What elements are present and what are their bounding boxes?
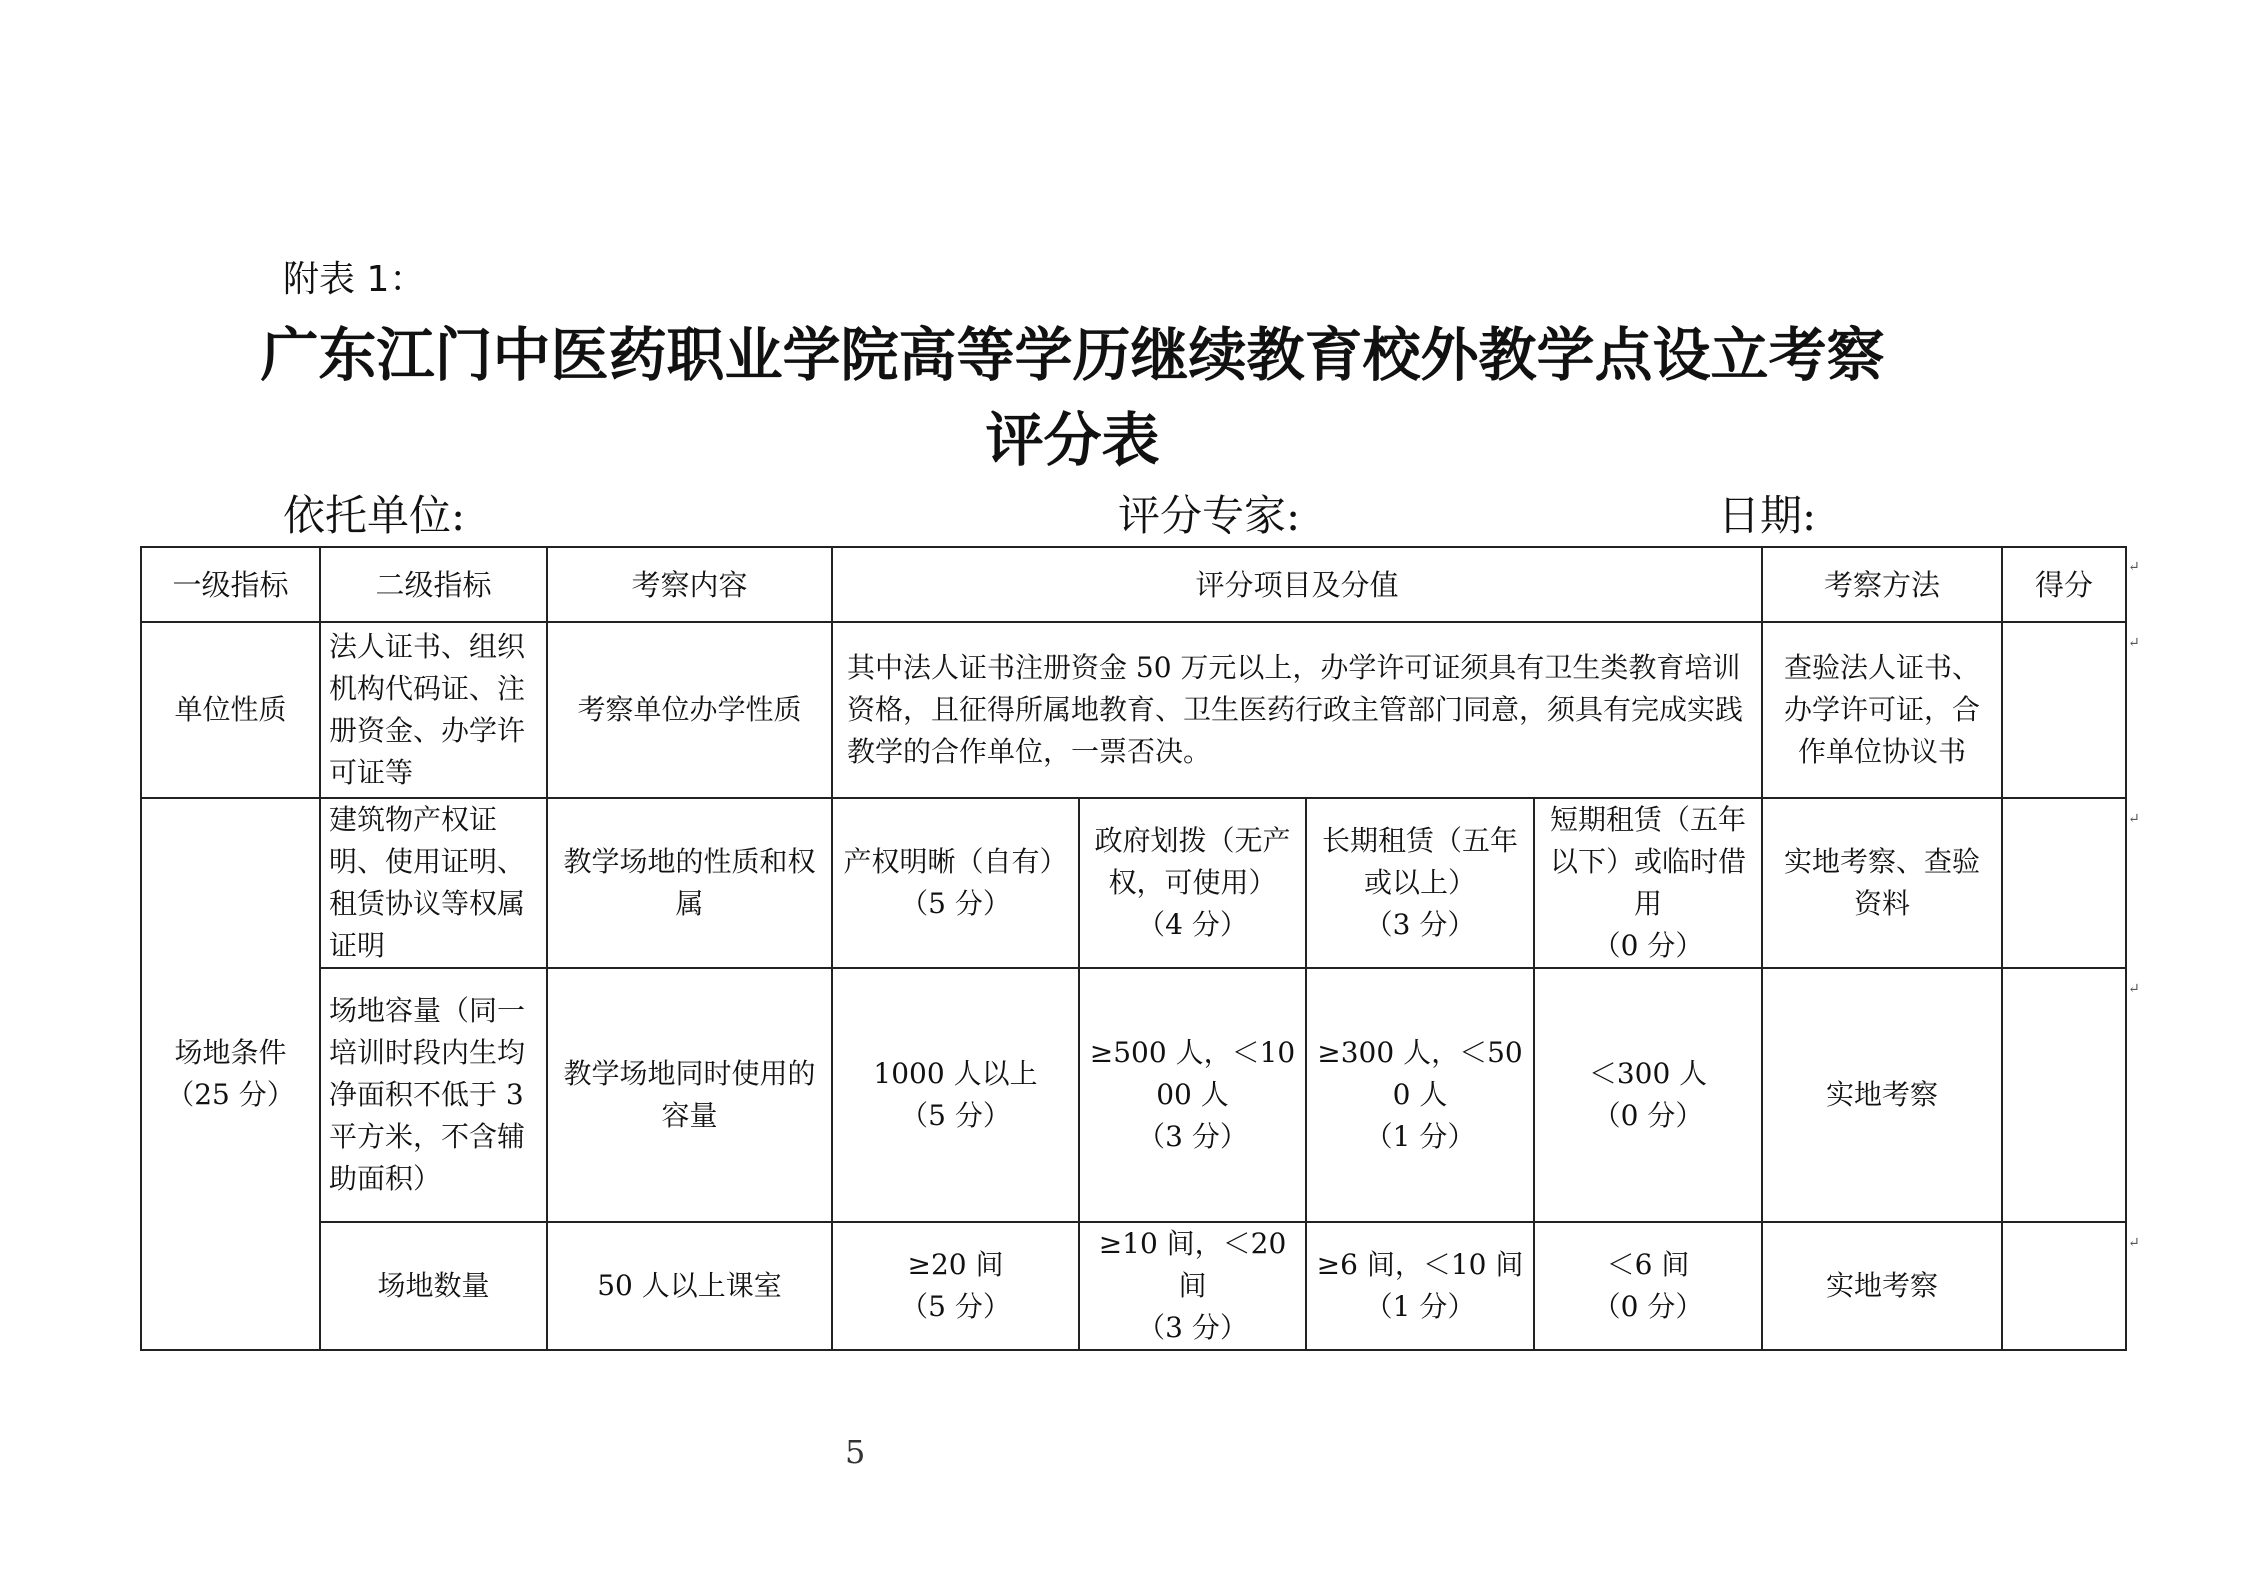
table-row [141, 1222, 2126, 1350]
table-row [141, 968, 2126, 1222]
header-score: 得分 [2002, 547, 2126, 622]
row3-level2: 场地容量（同一培训时段内生均净面积不低于 3 平方米，不含辅助面积） [320, 968, 547, 1222]
row3-content: 教学场地同时使用的容量 [547, 968, 832, 1222]
row4-option3 [1306, 1222, 1534, 1350]
row4-method: 实地考察 [1762, 1222, 2002, 1350]
row1-level1: 单位性质 [141, 622, 320, 798]
row2-method: 实地考察、查验资料 [1762, 798, 2002, 968]
document-title-line1: 广东江门中医药职业学院高等学历继续教育校外教学点设立考察 [260, 321, 1885, 389]
option-score: （1 分） [1364, 1290, 1476, 1323]
header-content: 考察内容 [547, 547, 832, 622]
row2-option1 [832, 798, 1079, 968]
row4-option4 [1534, 1222, 1762, 1350]
table-header-row [141, 547, 2126, 622]
option-text: ≥20 间 [907, 1248, 1004, 1281]
row2-option3 [1306, 798, 1534, 968]
row3-method: 实地考察 [1762, 968, 2002, 1222]
paragraph-mark-icon: ↵ [2128, 1235, 2140, 1251]
group2-level1-points: （25 分） [166, 1078, 295, 1111]
row1-method: 查验法人证书、办学许可证，合作单位协议书 [1762, 622, 2002, 798]
group2-level1 [141, 798, 320, 1350]
header-level1: 一级指标 [141, 547, 320, 622]
option-text: 1000 人以上 [873, 1057, 1038, 1090]
header-method: 考察方法 [1762, 547, 2002, 622]
option-score: （5 分） [900, 1099, 1011, 1132]
date-label: 日期: [1718, 491, 1817, 540]
row3-option3 [1306, 968, 1534, 1222]
header-level2: 二级指标 [320, 547, 547, 622]
table-row [141, 622, 2126, 798]
option-text: ≥6 间，＜10 间 [1316, 1248, 1524, 1281]
option-score: （3 分） [1137, 1120, 1248, 1153]
row2-option4 [1534, 798, 1762, 968]
paragraph-mark-icon: ↵ [2128, 559, 2140, 575]
row4-option2 [1079, 1222, 1306, 1350]
option-score: （5 分） [900, 1290, 1011, 1323]
option-score: （4 分） [1137, 908, 1248, 941]
row2-score [2002, 798, 2126, 968]
unit-label: 依托单位: [283, 491, 466, 540]
row3-score [2002, 968, 2126, 1222]
row4-score [2002, 1222, 2126, 1350]
document-title-line2: 评分表 [985, 406, 1160, 474]
option-text: ≥10 间，＜20 间 [1098, 1227, 1287, 1302]
option-text: ≥300 人，＜500 人 [1317, 1036, 1523, 1111]
option-score: （3 分） [1364, 908, 1476, 941]
row1-score [2002, 622, 2126, 798]
row4-option1 [832, 1222, 1079, 1350]
row1-level2: 法人证书、组织机构代码证、注册资金、办学许可证等 [320, 622, 547, 798]
option-text: 政府划拨（无产权，可使用） [1094, 824, 1291, 899]
option-score: （0 分） [1592, 1099, 1704, 1132]
option-text: ＜300 人 [1588, 1057, 1708, 1090]
header-items: 评分项目及分值 [832, 547, 1762, 622]
expert-label: 评分专家: [1118, 491, 1301, 540]
option-text: 短期租赁（五年以下）或临时借用 [1550, 803, 1747, 920]
row2-content: 教学场地的性质和权属 [547, 798, 832, 968]
option-text: ＜6 间 [1606, 1248, 1690, 1281]
option-text: ≥500 人，＜1000 人 [1089, 1036, 1296, 1111]
page-number: 5 [845, 1433, 866, 1471]
row2-level2: 建筑物产权证明、使用证明、租赁协议等权属证明 [320, 798, 547, 968]
row3-option1 [832, 968, 1079, 1222]
row3-option2 [1079, 968, 1306, 1222]
option-text: 产权明晰（自有） [843, 845, 1068, 878]
row4-level2: 场地数量 [320, 1222, 547, 1350]
row3-option4 [1534, 968, 1762, 1222]
paragraph-mark-icon: ↵ [2128, 635, 2140, 651]
table-row [141, 798, 2126, 968]
row4-content: 50 人以上课室 [547, 1222, 832, 1350]
option-score: （5 分） [900, 887, 1011, 920]
scoring-table [140, 546, 2127, 1351]
group2-level1-name: 场地条件 [174, 1036, 287, 1069]
row1-content: 考察单位办学性质 [547, 622, 832, 798]
row1-items: 其中法人证书注册资金 50 万元以上，办学许可证须具有卫生类教育培训资格，且征得所属地教育、卫生医药行政主管部门同意，须具有完成实践教学的合作单位，一票否决。 [832, 622, 1762, 798]
option-score: （3 分） [1137, 1311, 1248, 1344]
row2-option2 [1079, 798, 1306, 968]
appendix-label: 附表 1： [283, 259, 426, 300]
option-score: （0 分） [1592, 929, 1704, 962]
option-score: （1 分） [1364, 1120, 1476, 1153]
option-score: （0 分） [1592, 1290, 1704, 1323]
option-text: 长期租赁（五年或以上） [1321, 824, 1518, 899]
paragraph-mark-icon: ↵ [2128, 811, 2140, 827]
paragraph-mark-icon: ↵ [2128, 981, 2140, 997]
